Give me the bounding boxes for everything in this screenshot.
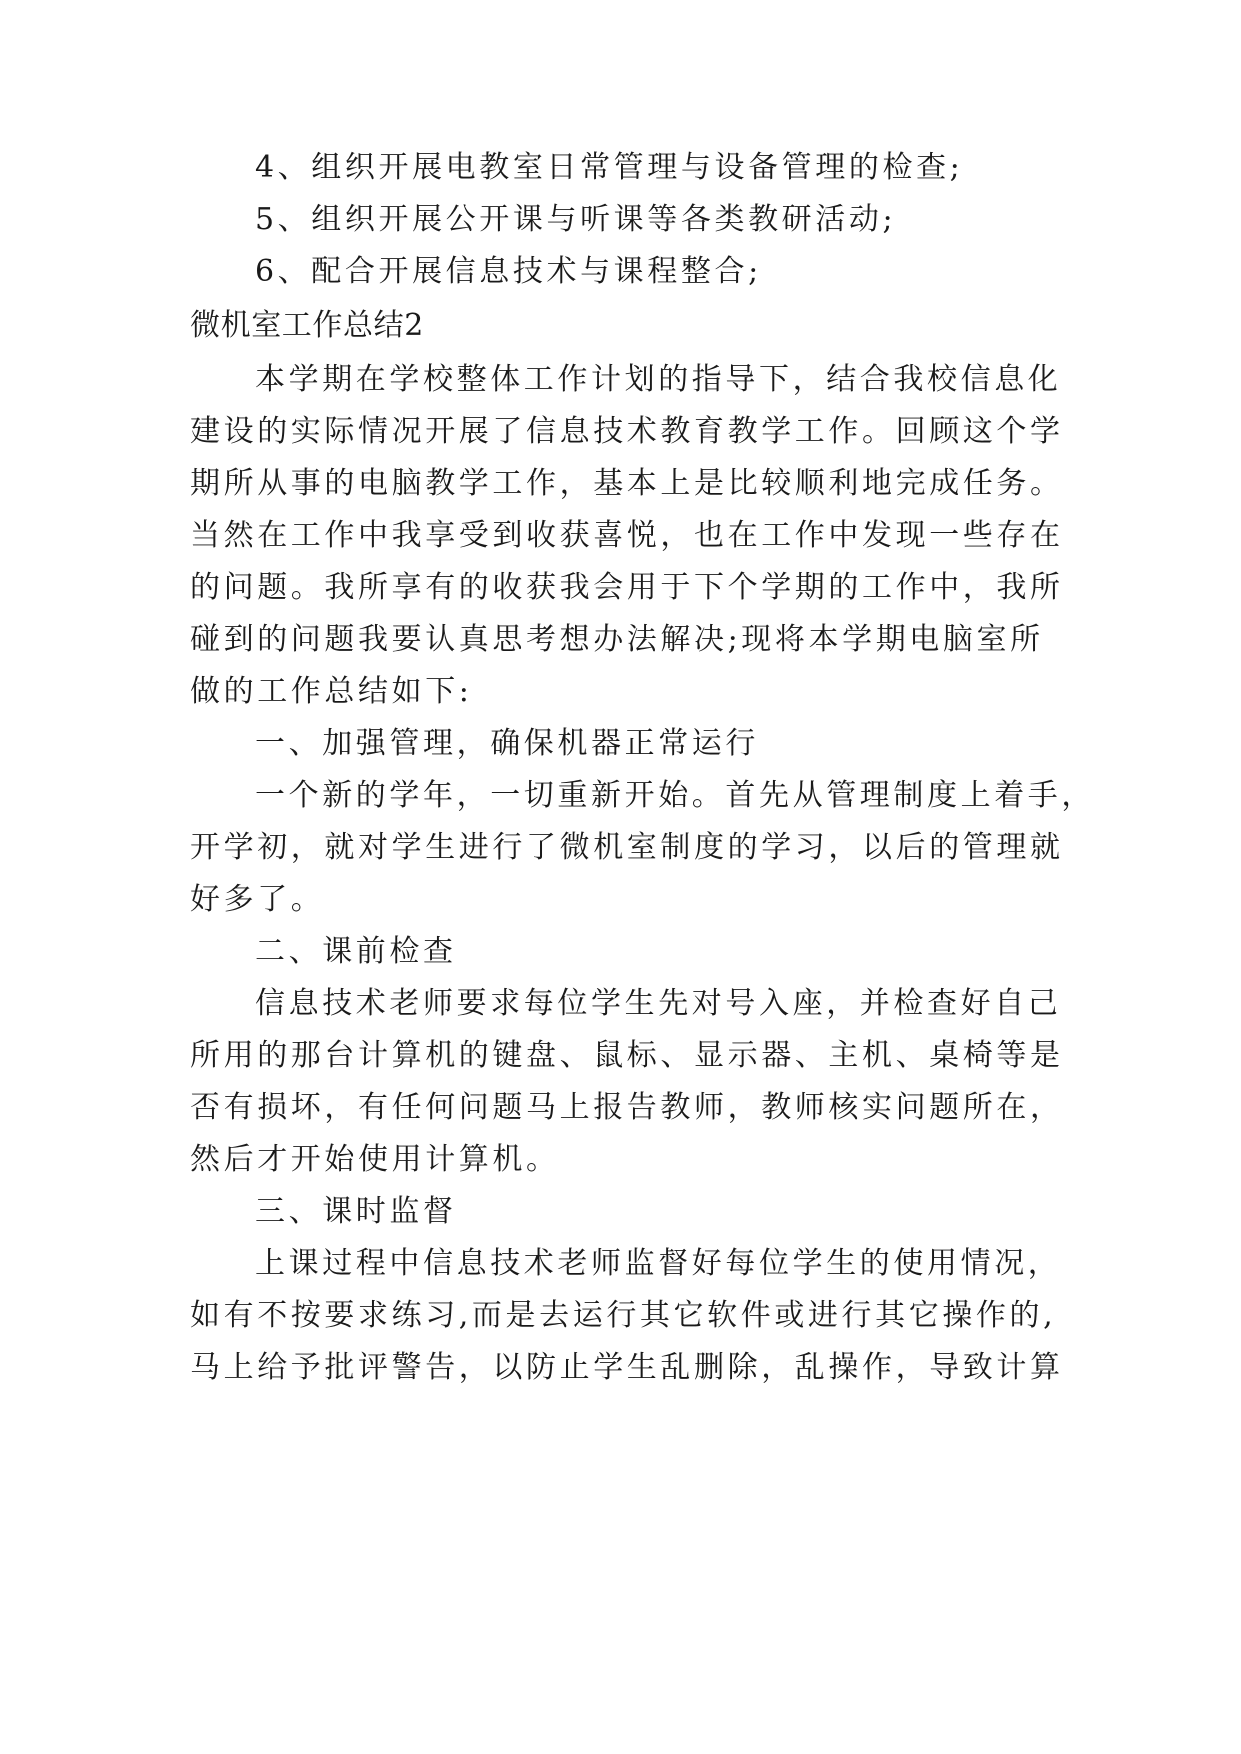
para-2-line-2: 所用的那台计算机的键盘、鼠标、显示器、主机、桌椅等是	[190, 1038, 1064, 1073]
para-2-line-1: 信息技术老师要求每位学生先对号入座，并检查好自己	[255, 986, 1062, 1021]
para-3-line-2: 如有不按要求练习,而是去运行其它软件或进行其它操作的,	[190, 1298, 1057, 1333]
intro-line-1: 本学期在学校整体工作计划的指导下，结合我校信息化	[255, 362, 1062, 397]
section-heading-3: 三、课时监督	[255, 1194, 457, 1229]
intro-line-7: 做的工作总结如下:	[190, 674, 473, 709]
section-heading-2: 二、课前检查	[255, 934, 457, 969]
para-1-line-3: 好多了。	[190, 882, 325, 917]
intro-line-3: 期所从事的电脑教学工作，基本上是比较顺利地完成任务。	[190, 466, 1064, 501]
list-item-6: 6、配合开展信息技术与课程整合;	[255, 254, 762, 289]
para-1-line-1: 一个新的学年，一切重新开始。首先从管理制度上着手，	[255, 778, 1095, 813]
para-2-line-3: 否有损坏，有任何问题马上报告教师，教师核实问题所在，	[190, 1090, 1064, 1125]
para-3-line-1: 上课过程中信息技术老师监督好每位学生的使用情况，	[255, 1246, 1062, 1281]
para-1-line-2: 开学初，就对学生进行了微机室制度的学习，以后的管理就	[190, 830, 1064, 865]
list-item-5: 5、组织开展公开课与听课等各类教研活动;	[255, 202, 897, 237]
intro-line-5: 的问题。我所享有的收获我会用于下个学期的工作中，我所	[190, 570, 1064, 605]
intro-line-6: 碰到的问题我要认真思考想办法解决;现将本学期电脑室所	[190, 622, 1044, 657]
intro-line-4: 当然在工作中我享受到收获喜悦，也在工作中发现一些存在	[190, 518, 1064, 553]
para-3-line-3: 马上给予批评警告，以防止学生乱删除，乱操作，导致计算	[190, 1350, 1064, 1385]
section-title: 微机室工作总结2	[190, 308, 424, 343]
intro-line-2: 建设的实际情况开展了信息技术教育教学工作。回顾这个学	[190, 414, 1064, 449]
para-2-line-4: 然后才开始使用计算机。	[190, 1142, 560, 1177]
section-heading-1: 一、加强管理，确保机器正常运行	[255, 726, 759, 761]
list-item-4: 4、组织开展电教室日常管理与设备管理的检查;	[255, 150, 964, 185]
